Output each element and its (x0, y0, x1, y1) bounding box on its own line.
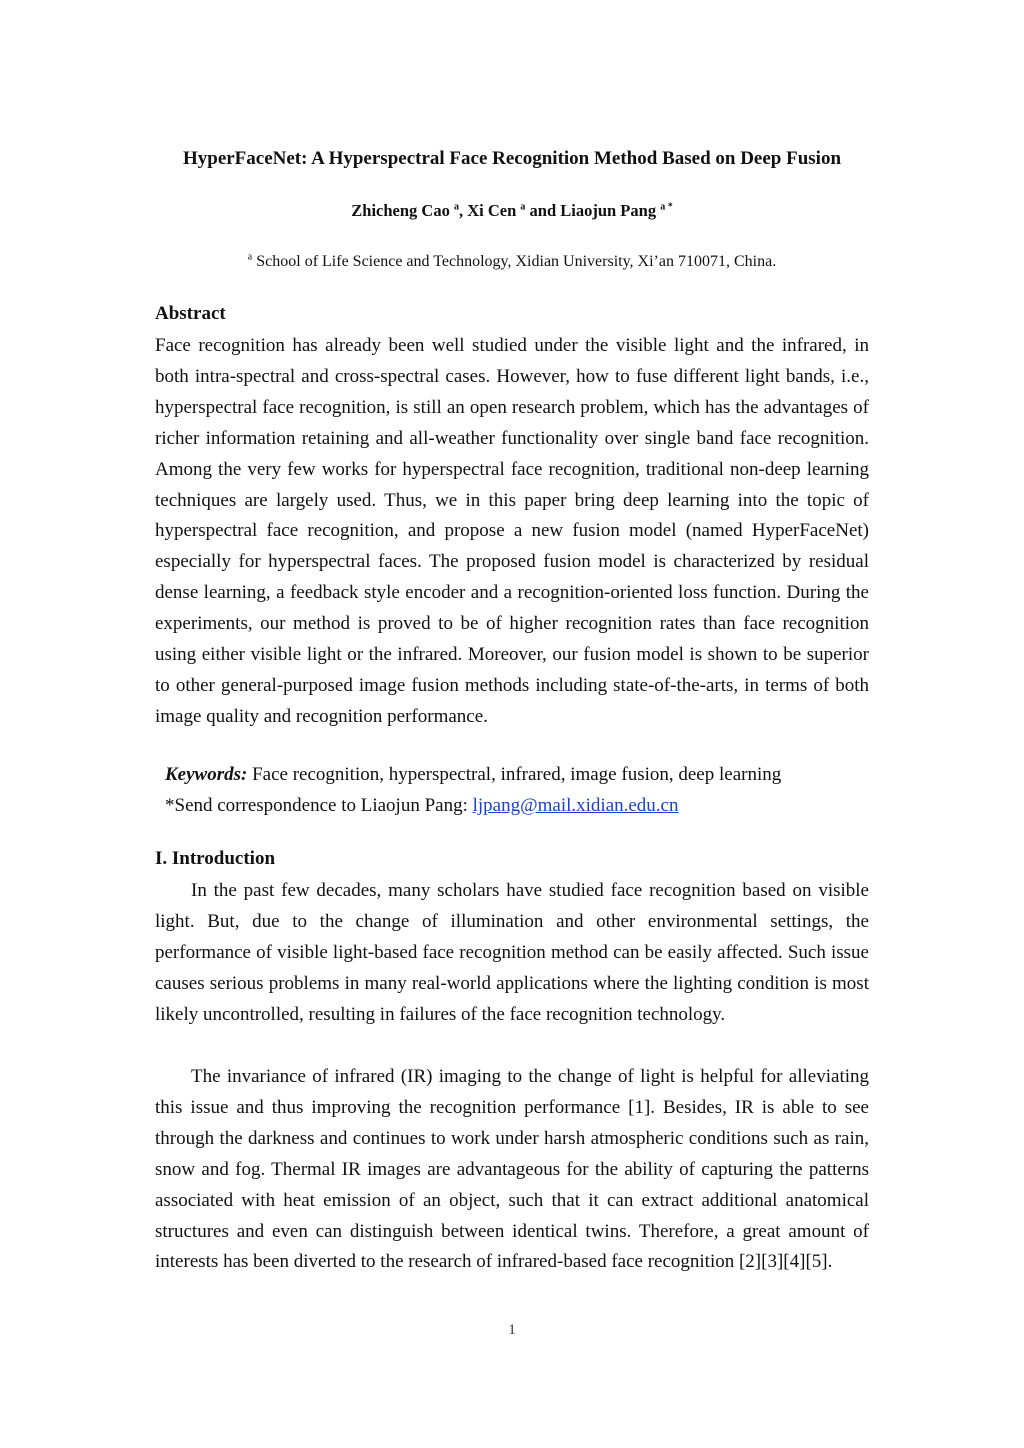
author-affiliation-mark: a (520, 201, 526, 213)
author-name: Liaojun Pang (560, 201, 657, 220)
author-separator: and (525, 201, 561, 220)
author-separator: , (458, 201, 468, 220)
keywords-label: Keywords: (165, 764, 248, 785)
introduction-heading: I. Introduction (155, 848, 276, 869)
correspondence-line (165, 795, 679, 817)
abstract-heading: Abstract (155, 303, 226, 324)
affiliation-mark: a (247, 251, 253, 263)
correspondence-email-link[interactable]: ljpang@mail.xidian.edu.cn (472, 795, 679, 816)
affiliation (0, 253, 1024, 271)
introduction-paragraph: In the past few decades, many scholars have studied face recognition based on visible light. But, due to the change of illumination and other environmental settings, the performance of visible light-based face recognition method can be easily affected. Such issue causes serious problems in many real-world applications where the lighting condition is most likely uncontrolled, resulting in failures of the face recognition technology. (155, 880, 869, 1025)
keywords-line (165, 764, 781, 786)
introduction-paragraph: The invariance of infrared (IR) imaging to the change of light is helpful for alleviating this issue and thus improving the recognition performance [1]. Besides, IR is able to see through the darkness and continues to work under harsh atmospheric conditions such as rain, snow and fog. Thermal IR images are advantageous for the ability of capturing the patterns associated with heat emission of an object, such that it can extract additional anatomical structures and even can distinguish between identical twins. Therefore, a great amount of interests has been diverted to the research of infrared-based face recognition [2][3][4][5]. (155, 1066, 869, 1273)
affiliation-text: School of Life Science and Technology, Xidian University, Xi’an 710071, China. (252, 253, 777, 270)
author-name: Xi Cen (467, 201, 517, 220)
abstract-body: Face recognition has already been well studied under the visible light and the infrared, in both intra-spectral and cross-spectral cases. However, how to fuse different light bands, i.e., hyperspectral face recognition, is still an open research problem, which has the advantages of richer information retaining and all-weather functionality over single band face recognition. Among the very few works for hyperspectral face recognition, traditional non-deep learning techniques are largely used. Thus, we in this paper bring deep learning into the topic of hyperspectral face recognition, and propose a new fusion model (named HyperFaceNet) especially for hyperspectral faces. The proposed fusion model is characterized by residual dense learning, a feedback style encoder and a recognition-oriented loss function. During the experiments, our method is proved to be of higher recognition rates than face recognition using either visible light or the infrared. Moreover, our fusion model is shown to be superior to other general-purposed image fusion methods including state-of-the-arts, in terms of both image quality and recognition performance. (155, 335, 869, 727)
paper-title: HyperFaceNet: A Hyperspectral Face Recognition Method Based on Deep Fusion (182, 148, 842, 169)
keywords-text: Face recognition, hyperspectral, infrared, image fusion, deep learning (247, 764, 782, 785)
correspondence-text: *Send correspondence to Liaojun Pang: (165, 795, 473, 816)
author-affiliation-mark: a * (660, 201, 673, 213)
author-affiliation-mark: a (453, 201, 459, 213)
page-number: 1 (508, 1322, 516, 1338)
author-name: Zhicheng Cao (351, 201, 450, 220)
author-list (0, 201, 1024, 221)
